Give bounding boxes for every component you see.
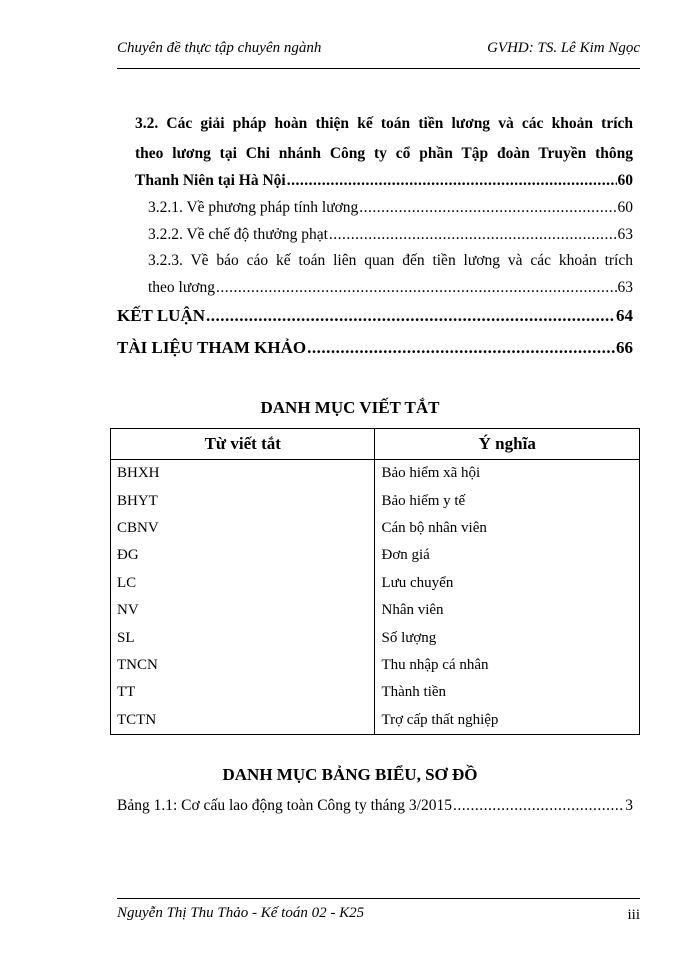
- page-number: iii: [627, 907, 640, 923]
- header-supervisor: GVHD: TS. Lê Kim Ngọc: [487, 40, 640, 56]
- abbreviation-cell: NV: [111, 597, 375, 624]
- toc-page-number: 3: [625, 797, 633, 814]
- abbreviations-table: [110, 428, 640, 735]
- table-row: [111, 487, 640, 514]
- toc-item-3-2-3-line1: 3.2.3. Về báo cáo kế toán liên quan đến tiền lương và các khoản trích: [148, 252, 633, 269]
- toc-item-3-2-text: Thanh Niên tại Hà Nội: [135, 172, 286, 189]
- toc-leader-dots: [359, 199, 616, 217]
- toc-page-number: 63: [617, 279, 633, 296]
- abbreviation-cell: BHYT: [111, 487, 375, 514]
- column-header-abbreviation: Từ viết tắt: [111, 429, 375, 460]
- toc-item-3-2-2[interactable]: [148, 226, 633, 244]
- meaning-cell: Thành tiền: [375, 679, 640, 706]
- toc-item-text: theo lương: [148, 279, 215, 296]
- abbreviation-cell: TT: [111, 679, 375, 706]
- abbreviation-cell: BHXH: [111, 460, 375, 488]
- meaning-cell: Thu nhập cá nhân: [375, 652, 640, 679]
- toc-item-3-2-line1: 3.2. Các giải pháp hoàn thiện kế toán tiền lương và các khoản trích: [135, 115, 633, 132]
- header-course-title: Chuyên đề thực tập chuyên ngành: [117, 40, 322, 56]
- toc-item-text: TÀI LIỆU THAM KHẢO: [117, 338, 307, 357]
- tables-list-item-text: Bảng 1.1: Cơ cấu lao động toàn Công ty tháng 3/2015: [117, 797, 452, 814]
- abbreviation-cell: TCTN: [111, 707, 375, 735]
- toc-item-text: 3.2.2. Về chế độ thưởng phạt: [148, 226, 328, 243]
- table-row: [111, 624, 640, 651]
- toc-leader-dots: [216, 279, 617, 297]
- table-header-row: [111, 429, 640, 460]
- toc-page-number: 64: [616, 306, 633, 325]
- toc-leader-dots: [307, 338, 615, 358]
- table-row: [111, 460, 640, 488]
- table-row: [111, 570, 640, 597]
- table-row: [111, 515, 640, 542]
- column-header-meaning: Ý nghĩa: [375, 429, 640, 460]
- meaning-cell: Lưu chuyển: [375, 570, 640, 597]
- toc-item-3-2-3[interactable]: [148, 279, 633, 297]
- meaning-cell: Số lượng: [375, 624, 640, 651]
- toc-item-3-2-line3[interactable]: [135, 172, 633, 190]
- meaning-cell: Bảo hiểm y tế: [375, 487, 640, 514]
- table-row: [111, 597, 640, 624]
- tables-list-title: DANH MỤC BẢNG BIỂU, SƠ ĐỒ: [222, 765, 478, 784]
- meaning-cell: Cán bộ nhân viên: [375, 515, 640, 542]
- abbreviation-cell: ĐG: [111, 542, 375, 569]
- toc-leader-dots: [287, 172, 617, 190]
- toc-leader-dots: [329, 226, 617, 244]
- abbreviation-cell: SL: [111, 624, 375, 651]
- table-row: [111, 679, 640, 706]
- meaning-cell: Đơn giá: [375, 542, 640, 569]
- table-row: [111, 542, 640, 569]
- toc-item-3-2-line2: theo lương tại Chi nhánh Công ty cổ phần Tập đoàn Truyền thông: [135, 145, 633, 162]
- table-row: [111, 707, 640, 735]
- toc-item-text: KẾT LUẬN: [117, 306, 206, 325]
- toc-item-ket-luan[interactable]: [117, 306, 633, 326]
- page-header: [117, 40, 640, 69]
- abbreviations-title: DANH MỤC VIẾT TẮT: [260, 398, 440, 417]
- toc-leader-dots: [206, 306, 615, 326]
- toc-page-number: 60: [617, 172, 633, 189]
- toc-leader-dots: [453, 797, 624, 815]
- abbreviation-cell: TNCN: [111, 652, 375, 679]
- tables-list-item-1[interactable]: [117, 797, 633, 815]
- toc-item-tai-lieu[interactable]: [117, 338, 633, 358]
- meaning-cell: Trợ cấp thất nghiệp: [375, 707, 640, 735]
- toc-page-number: 66: [616, 338, 633, 357]
- page-footer: [117, 898, 640, 929]
- toc-item-3-2-1[interactable]: [148, 199, 633, 217]
- table-row: [111, 652, 640, 679]
- toc-item-text: 3.2.1. Về phương pháp tính lương: [148, 199, 359, 216]
- meaning-cell: Nhân viên: [375, 597, 640, 624]
- toc-page-number: 63: [617, 226, 633, 243]
- meaning-cell: Bảo hiểm xã hội: [375, 460, 640, 488]
- footer-author: Nguyễn Thị Thu Thảo - Kế toán 02 - K25: [117, 905, 365, 921]
- toc-page-number: 60: [617, 199, 633, 216]
- abbreviation-cell: LC: [111, 570, 375, 597]
- abbreviation-cell: CBNV: [111, 515, 375, 542]
